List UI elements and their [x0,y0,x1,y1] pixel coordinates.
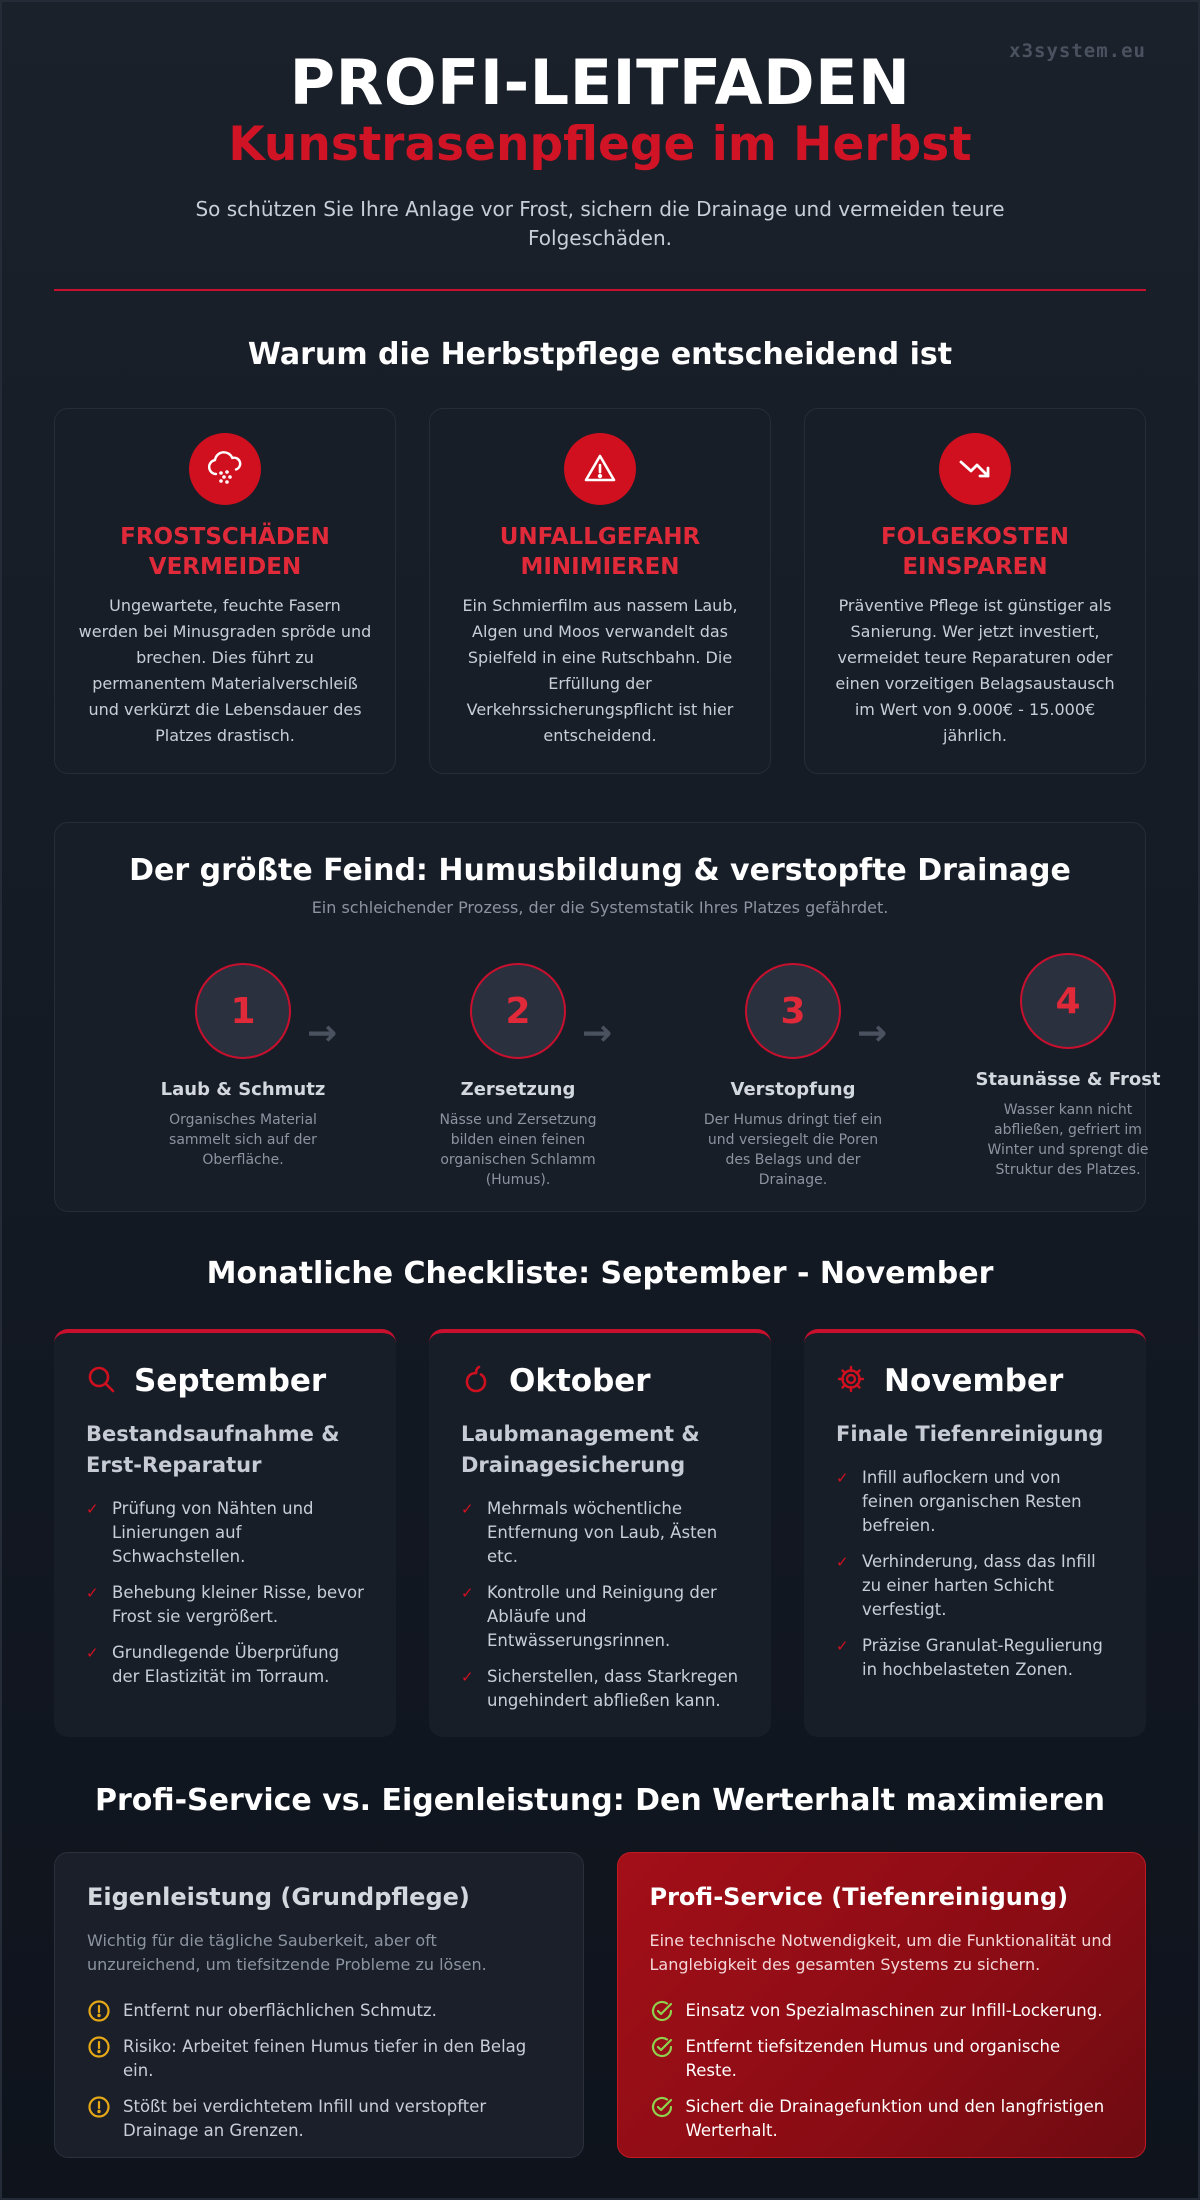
list-item: Risiko: Arbeitet feinen Humus tiefer in den Belag ein. [87,2035,551,2083]
header-divider [54,289,1146,291]
humus-process-panel [54,822,1161,1212]
month-card-oktober [429,1329,771,1737]
arrow-right-icon: → [307,1013,338,1055]
process-step-4 [958,953,1178,1180]
check-circle-icon [650,2035,674,2059]
month-name: September [134,1363,327,1400]
page-subtitle: Kunstrasenpflege im Herbst [228,117,972,173]
check-circle-icon [650,2095,674,2119]
process-step-3 [683,963,903,1190]
why-card-frost [54,408,396,774]
card-title: UNFALLGEFAHR MINIMIEREN [499,524,701,581]
page-title: PROFI-LEITFADEN [289,46,911,119]
card-title: FROSTSCHÄDEN VERMEIDEN [120,524,330,581]
month-card-september [54,1329,396,1737]
list-item: ✓ Behebung kleiner Risse, bevor Frost sie vergrößert. [86,1581,364,1629]
alert-circle-icon [87,1999,111,2023]
arrow-right-icon: → [582,1013,613,1055]
list-item: ✓ Kontrolle und Reinigung der Abläufe und Entwässerungsrinnen. [461,1581,739,1653]
list-item: ✓ Sicherstellen, dass Starkregen ungehindert abfließen kann. [461,1665,739,1713]
list-item: Stößt bei verdichtetem Infill und verstopfter Drainage an Grenzen. [87,2095,551,2143]
compare-section-title: Profi-Service vs. Eigenleistung: Den Werterhalt maximieren [94,1783,1106,1819]
card-text: Ungewartete, feuchte Fasern werden bei Minusgraden spröde und brechen. Dies führt zu permanentem Materialverschleiß und verkürzt die Lebensdauer des Platzes drastisch. [78,596,372,746]
month-task-list [836,1466,1114,1682]
gear-icon [836,1364,866,1398]
alert-circle-icon [87,2095,111,2119]
month-name: Oktober [509,1363,651,1400]
check-icon: ✓ [86,1500,99,1519]
card-text: Ein Schmierfilm aus nassem Laub, Algen und Moos verwandelt das Spielfeld in eine Rutschbahn. Die Erfüllung der Verkehrssicherungspflicht ist hier entscheidend. [462,596,738,746]
check-icon: ✓ [86,1644,99,1663]
search-icon [86,1364,116,1398]
month-name: November [884,1363,1064,1400]
step-name: Laub & Schmutz [160,1079,326,1101]
page-lead: So schützen Sie Ihre Anlage vor Frost, sichern die Drainage und vermeiden teure Folgeschäden. [195,197,1005,251]
pro-service-desc: Eine technische Notwendigkeit, um die Funktionalität und Langlebigkeit des gesamten Systems zu sichern. [649,1931,1112,1975]
month-subtitle: Finale Tiefenreinigung [836,1422,1104,1447]
month-subtitle: Bestandsaufnahme & Erst-Reparatur [86,1422,340,1478]
step-name: Verstopfung [730,1079,856,1101]
check-icon: ✓ [86,1584,99,1603]
alert-circle-icon [87,2035,111,2059]
step-desc: Organisches Material sammelt sich auf der Oberfläche. [169,1112,317,1169]
pro-service-list [650,1999,1114,2143]
list-item: ✓ Grundlegende Überprüfung der Elastizität im Torraum. [86,1641,364,1689]
check-icon: ✓ [836,1637,849,1656]
check-icon: ✓ [461,1668,474,1687]
step-name: Zersetzung [460,1079,576,1101]
process-step-1 [133,963,353,1170]
list-item: Entfernt nur oberflächlichen Schmutz. [87,1999,551,2023]
list-item: ✓ Präzise Granulat-Regulierung in hochbelasteten Zonen. [836,1634,1114,1682]
frost-cloud-icon [189,433,261,505]
step-desc: Nässe und Zersetzung bilden einen feinen organischen Schlamm (Humus). [439,1112,597,1189]
leaf-icon [461,1364,491,1398]
pro-service-title: Profi-Service (Tiefenreinigung) [649,1883,1069,1912]
month-subtitle: Laubmanagement & Drainagesicherung [461,1422,700,1478]
why-cards [2,408,1198,774]
step-number: 4 [1020,953,1116,1049]
month-task-list [86,1497,364,1689]
process-step-2 [408,963,628,1190]
own-effort-list [87,1999,551,2143]
month-task-list [461,1497,739,1713]
month-cards [2,1329,1198,1737]
step-name: Staunässe & Frost [975,1069,1161,1091]
list-item: ✓ Verhinderung, dass das Infill zu einer harten Schicht verfestigt. [836,1550,1114,1622]
watermark: x3system.eu [1009,40,1146,62]
arrow-right-icon: → [857,1013,888,1055]
humus-subtitle: Ein schleichender Prozess, der die Systemstatik Ihres Platzes gefährdet. [311,898,889,918]
list-item: Einsatz von Spezialmaschinen zur Infill-Lockerung. [650,1999,1114,2023]
own-effort-desc: Wichtig für die tägliche Sauberkeit, aber oft unzureichend, um tiefsitzende Probleme zu lösen. [87,1931,487,1975]
own-effort-title: Eigenleistung (Grundpflege) [87,1883,470,1912]
why-section-title: Warum die Herbstpflege entscheidend ist [247,337,953,373]
check-icon: ✓ [461,1584,474,1603]
card-title: FOLGEKOSTEN EINSPAREN [880,524,1070,581]
check-icon: ✓ [461,1500,474,1519]
own-effort-panel [54,1852,584,2158]
checklist-section-title: Monatliche Checkliste: September - November [206,1256,994,1292]
list-item: Sichert die Drainagefunktion und den langfristigen Werterhalt. [650,2095,1114,2143]
list-item: ✓ Infill auflockern und von feinen organischen Resten befreien. [836,1466,1114,1538]
trending-down-icon [939,433,1011,505]
step-desc: Wasser kann nicht abfließen, gefriert im Winter und sprengt die Struktur des Platzes. [987,1102,1149,1179]
check-icon: ✓ [836,1469,849,1488]
list-item: ✓ Prüfung von Nähten und Linierungen auf Schwachstellen. [86,1497,364,1569]
step-number: 3 [745,963,841,1059]
list-item: Entfernt tiefsitzenden Humus und organische Reste. [650,2035,1114,2083]
why-card-costs [804,408,1146,774]
pro-service-panel [617,1852,1147,2158]
step-desc: Der Humus dringt tief ein und versiegelt die Poren des Belags und der Drainage. [703,1112,883,1189]
card-text: Präventive Pflege ist günstiger als Sanierung. Wer jetzt investiert, vermeidet teure Reparaturen oder einen vorzeitigen Belagsaustausch im Wert von 9.000€ - 15.000€ jährlich. [835,596,1115,746]
warning-triangle-icon [564,433,636,505]
compare-panels [2,1852,1198,2158]
check-icon: ✓ [836,1553,849,1572]
humus-title: Der größte Feind: Humusbildung & verstopfte Drainage [129,853,1071,889]
check-circle-icon [650,1999,674,2023]
step-number: 1 [195,963,291,1059]
month-card-november [804,1329,1146,1737]
step-number: 2 [470,963,566,1059]
list-item: ✓ Mehrmals wöchentliche Entfernung von Laub, Ästen etc. [461,1497,739,1569]
why-card-accident [429,408,771,774]
